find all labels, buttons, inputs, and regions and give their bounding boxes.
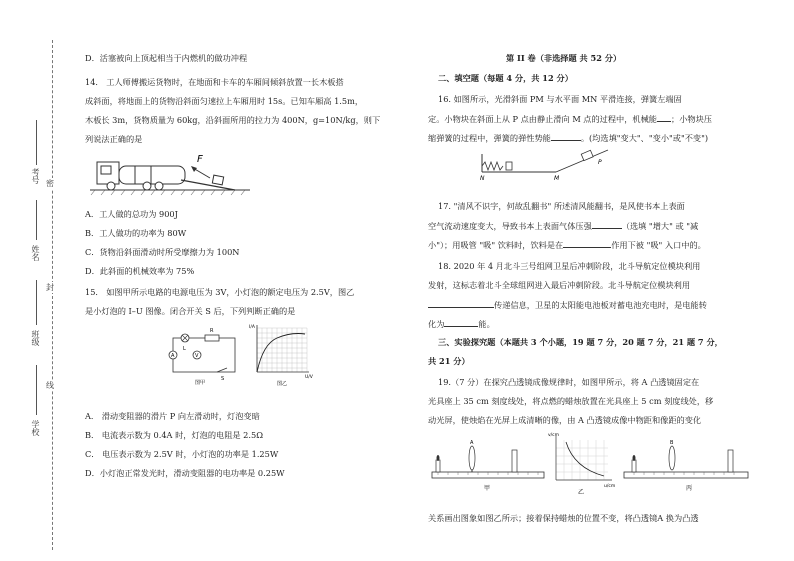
q15-line: 是小灯泡的 I–U 图像。闭合开关 S 后，下列判断正确的是: [85, 306, 296, 316]
q17-line: 空气流动速度变大，导致书本上表面气体压强 （选填 "增大" 或 "减: [428, 221, 699, 231]
q18-line: 18. 2020 年 4 月北斗三号组网卫星后冲刺阶段，北斗导航定位模块利用: [438, 261, 701, 271]
seal-mark: 封: [46, 283, 54, 292]
q19-line: 关系画出图象如图乙所示；接着保持蜡烛的位置不变，将凸透镜A 换为凸透: [428, 513, 699, 523]
graph-yi: [548, 432, 615, 496]
part2-title: 第 II 卷（非选择题 共 52 分）: [506, 53, 622, 63]
point-n-label: N: [480, 175, 485, 182]
circuit-figure: [165, 328, 245, 386]
answer-blank[interactable]: [551, 131, 581, 141]
binding-underline: [36, 120, 37, 165]
voltmeter-label: V: [195, 353, 199, 359]
i-axis-label: I/A: [249, 325, 255, 330]
bench-jia: [432, 440, 544, 492]
q19-line: 光具座上 35 cm 刻度线处，将点燃的蜡烛放置在光具座上 5 cm 刻度线处，移: [428, 396, 714, 406]
binding-underline: [36, 365, 37, 415]
answer-blank[interactable]: [592, 219, 622, 229]
lens-a-label: A: [470, 440, 474, 446]
figure-jia-label: 甲: [484, 485, 491, 492]
figure-yi-label: 乙: [578, 489, 585, 496]
bench-bing: [624, 440, 748, 492]
lamp-label: L: [183, 346, 186, 352]
figure-bing-label: 丙: [686, 485, 693, 492]
answer-blank[interactable]: [563, 238, 611, 248]
q18-line: 化为 能。: [428, 319, 495, 329]
point-p-label: P: [598, 159, 602, 166]
binding-label-number: 考号: [31, 168, 40, 184]
u-axis-label: u/cm: [604, 484, 616, 489]
figure-yi-label: 图乙: [277, 381, 288, 387]
binding-label-class: 班级: [31, 330, 40, 346]
q14-option-c: C．货物沿斜面滑动时所受摩擦力为 100N: [85, 247, 240, 257]
binding-line: [52, 40, 53, 550]
q14-line: 木板长 3m，货物质量为 60kg，沿斜面所用的拉力为 400N，g=10N/kg，则下: [85, 115, 381, 125]
figure-jia-label: 图甲: [195, 380, 206, 386]
answer-blank[interactable]: [428, 298, 494, 308]
q16-line: 定。小物块在斜面上从 P 点由静止滑向 M 点的过程中，机械能 ；小物块压: [428, 114, 712, 124]
iu-graph: [247, 322, 317, 388]
q16-line: 缩弹簧的过程中，弹簧的弹性势能 。(均选填"变大"、"变小"或"不变"): [428, 133, 709, 143]
q14-option-d: D．此斜面的机械效率为 75%: [85, 266, 195, 276]
q17-line: 小"）；用吸管 "吸" 饮料时，饮料是在 作用下被 "吸" 入口中的。: [428, 240, 706, 250]
optical-bench-figures: [428, 430, 758, 500]
seal-mark: 线: [46, 381, 54, 390]
q15-option-c: C． 电压表示数为 2.5V 时，小灯泡的功率是 1.25W: [85, 449, 279, 459]
q14-option-a: A．工人做的总功为 900J: [85, 209, 178, 219]
section3-heading: 三、实验探究题（本题共 3 个小题，19 题 7 分，20 题 7 分，21 题 7 分，: [438, 337, 723, 347]
q19-line: 动光屏，使烛焰在光屏上成清晰的像，由 A 凸透镜成像中物距和像距的变化: [428, 415, 702, 425]
answer-blank[interactable]: [444, 317, 478, 327]
binding-underline: [36, 280, 37, 325]
switch-label: S: [221, 376, 225, 382]
binding-label-name: 姓名: [31, 245, 40, 261]
q18-line: 发射，这标志着北斗全球组网进入最后冲刺阶段。北斗导航定位模块利用: [428, 280, 691, 290]
resistor-label: R: [210, 328, 214, 334]
force-label: F: [197, 154, 203, 165]
q15-option-a: A． 滑动变阻器的滑片 P 向左滑动时，灯泡变暗: [85, 411, 260, 421]
q15-option-b: B． 电流表示数为 0.4A 时，灯泡的电阻是 2.5Ω: [85, 430, 263, 440]
point-m-label: M: [554, 175, 560, 182]
spring-incline-figure: [476, 142, 616, 182]
seal-mark: 密: [46, 179, 54, 188]
section2-heading: 二、填空题（每题 4 分，共 12 分）: [438, 73, 573, 83]
ammeter-label: A: [171, 353, 175, 359]
q18-line: 传递信息，卫星的太阳能电池板对蓄电池充电时，是电能转: [428, 298, 707, 311]
q14-line: 成斜面，将地面上的货物沿斜面匀速拉上车厢用时 15s。已知车厢高 1.5m，: [85, 96, 364, 106]
q14-line: 列说法正确的是: [85, 134, 143, 144]
u-axis-label: U/V: [305, 375, 313, 380]
q16-line: 16. 如图所示，光滑斜面 PM 与水平面 MN 平滑连接，弹簧左端固: [438, 94, 682, 104]
truck-incline-figure: [85, 148, 255, 196]
v-axis-label: v/cm: [548, 433, 560, 438]
q13-option-d: D．活塞被向上顶起相当于内燃机的做功冲程: [85, 53, 248, 63]
q15-option-d: D．小灯泡正常发光时，滑动变阻器的电功率是 0.25W: [85, 468, 285, 478]
q15-line: 15． 如图甲所示电路的电源电压为 3V，小灯泡的额定电压为 2.5V，图乙: [85, 287, 355, 297]
q19-line: 19.（7 分）在探究凸透镜成像规律时，如图甲所示，将 A 凸透镜固定在: [438, 377, 700, 387]
lens-b-label: B: [670, 440, 674, 446]
section3-heading-cont: 共 21 分）: [428, 356, 470, 366]
q14-option-b: B．工人做功的功率为 80W: [85, 228, 187, 238]
binding-label-school: 学校: [31, 420, 40, 436]
answer-blank[interactable]: [657, 112, 671, 122]
q14-line: 14． 工人师傅搬运货物时，在地面和卡车的车厢间倾斜放置一长木板搭: [85, 77, 344, 87]
binding-underline: [36, 200, 37, 240]
q17-line: 17. "清风不识字，何故乱翻书" 所述清风能翻书，是风使书本上表面: [438, 201, 685, 211]
